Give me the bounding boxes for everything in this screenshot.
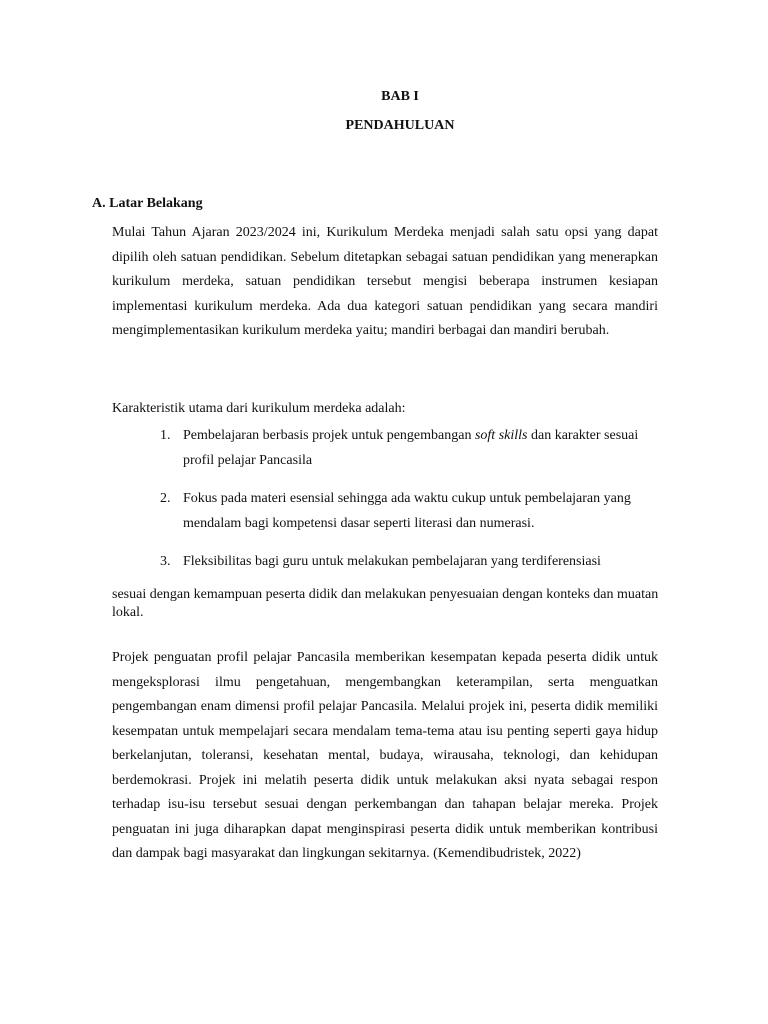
list-item-number: 2. <box>160 491 171 506</box>
list-item-number: 1. <box>160 428 171 443</box>
paragraph-kurikulum-merdeka: Mulai Tahun Ajaran 2023/2024 ini, Kurikulum Merdeka menjadi salah satu opsi yang dapat dipilih oleh satuan pendidikan. Sebelum ditetapkan sebagai satuan pendidikan yang menerapkan kurikulum merdeka, satuan pendidikan tersebut mengisi beberapa instrumen kesiapan implementasi kurikulum merdeka. Ada dua kategori satuan pendidikan yang secara mandiri mengimplementasikan kurikulum merdeka yaitu; mandiri berbagai dan mandiri berubah. <box>112 225 658 338</box>
list-continuation: sesuai dengan kemampuan peserta didik dan melakukan penyesuaian dengan konteks dan muatan lokal. <box>112 587 659 620</box>
list-item-text: Fleksibilitas bagi guru untuk melakukan pembelajaran yang terdiferensiasi <box>183 554 601 569</box>
list-item <box>160 550 660 575</box>
paragraph-projek-penguatan: Projek penguatan profil pelajar Pancasila memberikan kesempatan kepada peserta didik untuk mengeksplorasi ilmu pengetahuan, mengembangkan keterampilan, serta menguatkan pengembangan enam dimensi profil pelajar Pancasila. Melalui projek ini, peserta didik memiliki kesempatan untuk mempelajari secara mendalam tema-tema atau isu penting seperti gaya hidup berkelanjutan, toleransi, kesehatan mental, budaya, wirausaha, teknologi, dan kehidupan berdemokrasi. Projek ini melatih peserta didik untuk melakukan aksi nyata sebagai respon terhadap isu-isu tersebut sesuai dengan perkembangan dan tahapan belajar mereka. Projek penguatan ini juga diharapkan dapat menginspirasi peserta didik untuk memberikan kontribusi dan dampak bagi masyarakat dan lingkungan sekitarnya. (Kemendibudristek, 2022) <box>112 650 658 861</box>
list-item-emphasis: soft skills <box>474 428 528 443</box>
section-heading: A. Latar Belakang <box>92 196 203 211</box>
list-item-number: 3. <box>160 554 171 569</box>
characteristics-list <box>160 424 660 589</box>
chapter-title: PENDAHULUAN <box>345 118 455 133</box>
list-item-text: Pembelajaran berbasis projek untuk pengembangan <box>183 428 475 443</box>
list-intro: Karakteristik utama dari kurikulum merdeka adalah: <box>112 401 406 416</box>
list-item <box>160 424 660 473</box>
list-item <box>160 487 660 536</box>
chapter-number: BAB I <box>381 89 419 104</box>
list-item-text: dan karakter sesuai profil pelajar Pancasila <box>183 428 639 468</box>
list-item-text: Fokus pada materi esensial sehingga ada waktu cukup untuk pembelajaran yang mendalam bagi kompetensi dasar seperti literasi dan numerasi. <box>183 491 631 531</box>
